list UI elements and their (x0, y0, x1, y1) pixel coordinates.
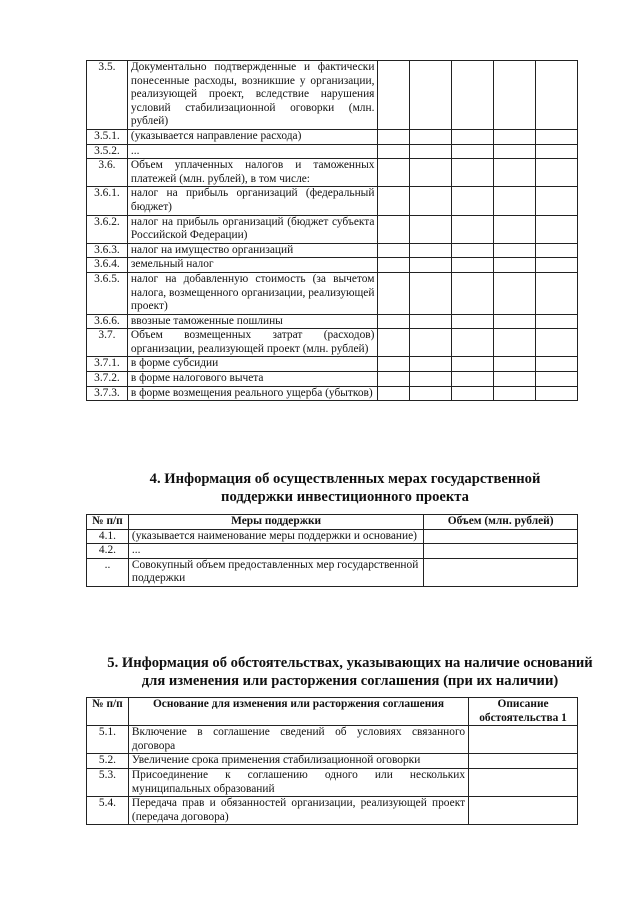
value-cell[interactable] (536, 215, 578, 243)
section-4-heading (130, 470, 560, 506)
row-number: 3.5. (87, 61, 128, 130)
row-number: 4.1. (87, 529, 129, 544)
value-cell[interactable] (494, 258, 536, 273)
table-circumstances (86, 697, 578, 825)
section-5-heading-line1: 5. Информация об обстоятельствах, указывающих на наличие оснований (107, 655, 593, 671)
value-cell[interactable] (536, 243, 578, 258)
table-row (87, 314, 578, 329)
value-cell[interactable] (536, 258, 578, 273)
table-row (87, 357, 578, 372)
table-row (87, 768, 578, 796)
table-row (87, 544, 578, 559)
row-label: Объем возмещенных затрат (расходов) организации, реализующей проект (млн. рублей) (127, 329, 378, 357)
row-number: 3.7.2. (87, 372, 128, 387)
value-cell[interactable] (494, 129, 536, 144)
row-number: 3.6.1. (87, 187, 128, 215)
table-row (87, 329, 578, 357)
row-number: .. (87, 558, 129, 586)
header-number: № п/п (87, 698, 129, 726)
row-label: Увеличение срока применения стабилизационной оговорки (128, 754, 468, 769)
row-number: 5.4. (87, 797, 129, 825)
value-cell[interactable] (494, 272, 536, 314)
row-label: налог на прибыль организаций (бюджет субъекта Российской Федерации) (127, 215, 378, 243)
row-number: 3.6. (87, 159, 128, 187)
value-cell[interactable] (494, 61, 536, 130)
value-cell[interactable] (452, 357, 494, 372)
row-label: земельный налог (127, 258, 378, 273)
row-label: Присоединение к соглашению одного или нескольких муниципальных образований (128, 768, 468, 796)
table-row (87, 144, 578, 159)
row-label: ввозные таможенные пошлины (127, 314, 378, 329)
section-4-heading-line2: поддержки инвестиционного проекта (221, 489, 469, 505)
table-header-row (87, 515, 578, 530)
row-label: налог на имущество организаций (127, 243, 378, 258)
value-cell[interactable] (452, 329, 494, 357)
value-cell[interactable] (410, 386, 452, 401)
value-cell[interactable] (452, 386, 494, 401)
value-cell[interactable] (378, 372, 410, 387)
value-cell[interactable] (410, 129, 452, 144)
row-label: Передача прав и обязанностей организации, реализующей проект (передача договора) (128, 797, 468, 825)
value-cell[interactable] (410, 357, 452, 372)
value-cell[interactable] (494, 215, 536, 243)
row-number: 5.2. (87, 754, 129, 769)
value-cell[interactable] (378, 357, 410, 372)
value-cell[interactable] (410, 144, 452, 159)
row-number: 5.3. (87, 768, 129, 796)
table-row (87, 129, 578, 144)
table-row (87, 797, 578, 825)
row-label: Объем уплаченных налогов и таможенных платежей (млн. рублей), в том числе: (127, 159, 378, 187)
row-label: налог на прибыль организаций (федеральный бюджет) (127, 187, 378, 215)
value-cell[interactable] (452, 187, 494, 215)
header-description: Описание обстоятельства 1 (469, 698, 578, 726)
value-cell[interactable] (410, 272, 452, 314)
table-row (87, 243, 578, 258)
section-5-heading (90, 654, 610, 690)
value-cell[interactable] (452, 272, 494, 314)
value-cell[interactable] (536, 187, 578, 215)
table-row (87, 529, 578, 544)
value-cell[interactable] (452, 144, 494, 159)
table-row (87, 386, 578, 401)
section-4-heading-line1: 4. Информация об осуществленных мерах государственной (149, 471, 541, 487)
row-label: в форме налогового вычета (127, 372, 378, 387)
value-cell[interactable] (378, 329, 410, 357)
row-number: 3.7.1. (87, 357, 128, 372)
value-cell[interactable] (452, 129, 494, 144)
value-cell[interactable] (410, 372, 452, 387)
table-header-row (87, 698, 578, 726)
value-cell[interactable] (536, 314, 578, 329)
row-label: ... (128, 544, 423, 559)
value-cell[interactable] (494, 386, 536, 401)
row-label: Документально подтвержденные и фактически понесенные расходы, возникшие у организации, реализующей проект, вследствие нарушения условий стабилизационной оговорки (млн. рублей) (127, 61, 378, 130)
row-label: в форме возмещения реального ущерба (убытков) (127, 386, 378, 401)
table-indicators (86, 60, 578, 401)
value-cell[interactable] (536, 272, 578, 314)
value-cell[interactable] (424, 558, 578, 586)
value-cell[interactable] (494, 243, 536, 258)
table-row (87, 187, 578, 215)
table-row (87, 754, 578, 769)
value-cell[interactable] (452, 243, 494, 258)
value-cell[interactable] (378, 215, 410, 243)
table-row (87, 258, 578, 273)
row-number: 5.1. (87, 726, 129, 754)
value-cell[interactable] (410, 61, 452, 130)
value-cell[interactable] (469, 768, 578, 796)
value-cell[interactable] (452, 215, 494, 243)
value-cell[interactable] (536, 61, 578, 130)
value-cell[interactable] (494, 314, 536, 329)
value-cell[interactable] (410, 187, 452, 215)
row-number: 3.7. (87, 329, 128, 357)
table-row (87, 61, 578, 130)
value-cell[interactable] (469, 754, 578, 769)
value-cell[interactable] (494, 357, 536, 372)
value-cell[interactable] (536, 386, 578, 401)
value-cell[interactable] (410, 329, 452, 357)
value-cell[interactable] (378, 272, 410, 314)
value-cell[interactable] (536, 159, 578, 187)
row-number: 4.2. (87, 544, 129, 559)
header-volume: Объем (млн. рублей) (424, 515, 578, 530)
section-5-heading-line2: для изменения или расторжения соглашения (при их наличии) (141, 673, 559, 689)
value-cell[interactable] (452, 314, 494, 329)
value-cell[interactable] (536, 144, 578, 159)
table-row (87, 272, 578, 314)
table-row (87, 372, 578, 387)
table-row (87, 215, 578, 243)
row-label: Включение в соглашение сведений об условиях связанного договора (128, 726, 468, 754)
value-cell[interactable] (536, 372, 578, 387)
row-number: 3.6.6. (87, 314, 128, 329)
value-cell[interactable] (494, 159, 536, 187)
table-row (87, 726, 578, 754)
row-number: 3.6.3. (87, 243, 128, 258)
value-cell[interactable] (452, 258, 494, 273)
value-cell[interactable] (410, 215, 452, 243)
row-number: 3.6.5. (87, 272, 128, 314)
value-cell[interactable] (452, 372, 494, 387)
table-row (87, 558, 578, 586)
row-number: 3.5.2. (87, 144, 128, 159)
value-cell[interactable] (378, 314, 410, 329)
value-cell[interactable] (410, 314, 452, 329)
row-label: (указывается наименование меры поддержки и основание) (128, 529, 423, 544)
row-number: 3.5.1. (87, 129, 128, 144)
value-cell[interactable] (424, 544, 578, 559)
value-cell[interactable] (452, 61, 494, 130)
value-cell[interactable] (469, 797, 578, 825)
value-cell[interactable] (378, 159, 410, 187)
row-label: Совокупный объем предоставленных мер государственной поддержки (128, 558, 423, 586)
header-number: № п/п (87, 515, 129, 530)
value-cell[interactable] (378, 386, 410, 401)
value-cell[interactable] (536, 357, 578, 372)
row-label: ... (127, 144, 378, 159)
row-number: 3.6.4. (87, 258, 128, 273)
value-cell[interactable] (410, 243, 452, 258)
table-support-measures (86, 514, 578, 587)
value-cell[interactable] (378, 187, 410, 215)
header-basis: Основание для изменения или расторжения соглашения (128, 698, 468, 726)
value-cell[interactable] (424, 529, 578, 544)
value-cell[interactable] (410, 159, 452, 187)
value-cell[interactable] (494, 144, 536, 159)
value-cell[interactable] (494, 187, 536, 215)
value-cell[interactable] (494, 372, 536, 387)
row-number: 3.6.2. (87, 215, 128, 243)
row-label: (указывается направление расхода) (127, 129, 378, 144)
row-number: 3.7.3. (87, 386, 128, 401)
row-label: налог на добавленную стоимость (за вычетом налога, возмещенного организации, реализующей проект) (127, 272, 378, 314)
value-cell[interactable] (536, 129, 578, 144)
value-cell[interactable] (410, 258, 452, 273)
value-cell[interactable] (378, 243, 410, 258)
table-row (87, 159, 578, 187)
value-cell[interactable] (494, 329, 536, 357)
value-cell[interactable] (536, 329, 578, 357)
header-measures: Меры поддержки (128, 515, 423, 530)
value-cell[interactable] (378, 258, 410, 273)
row-label: в форме субсидии (127, 357, 378, 372)
value-cell[interactable] (469, 726, 578, 754)
value-cell[interactable] (378, 129, 410, 144)
value-cell[interactable] (452, 159, 494, 187)
value-cell[interactable] (378, 61, 410, 130)
value-cell[interactable] (378, 144, 410, 159)
